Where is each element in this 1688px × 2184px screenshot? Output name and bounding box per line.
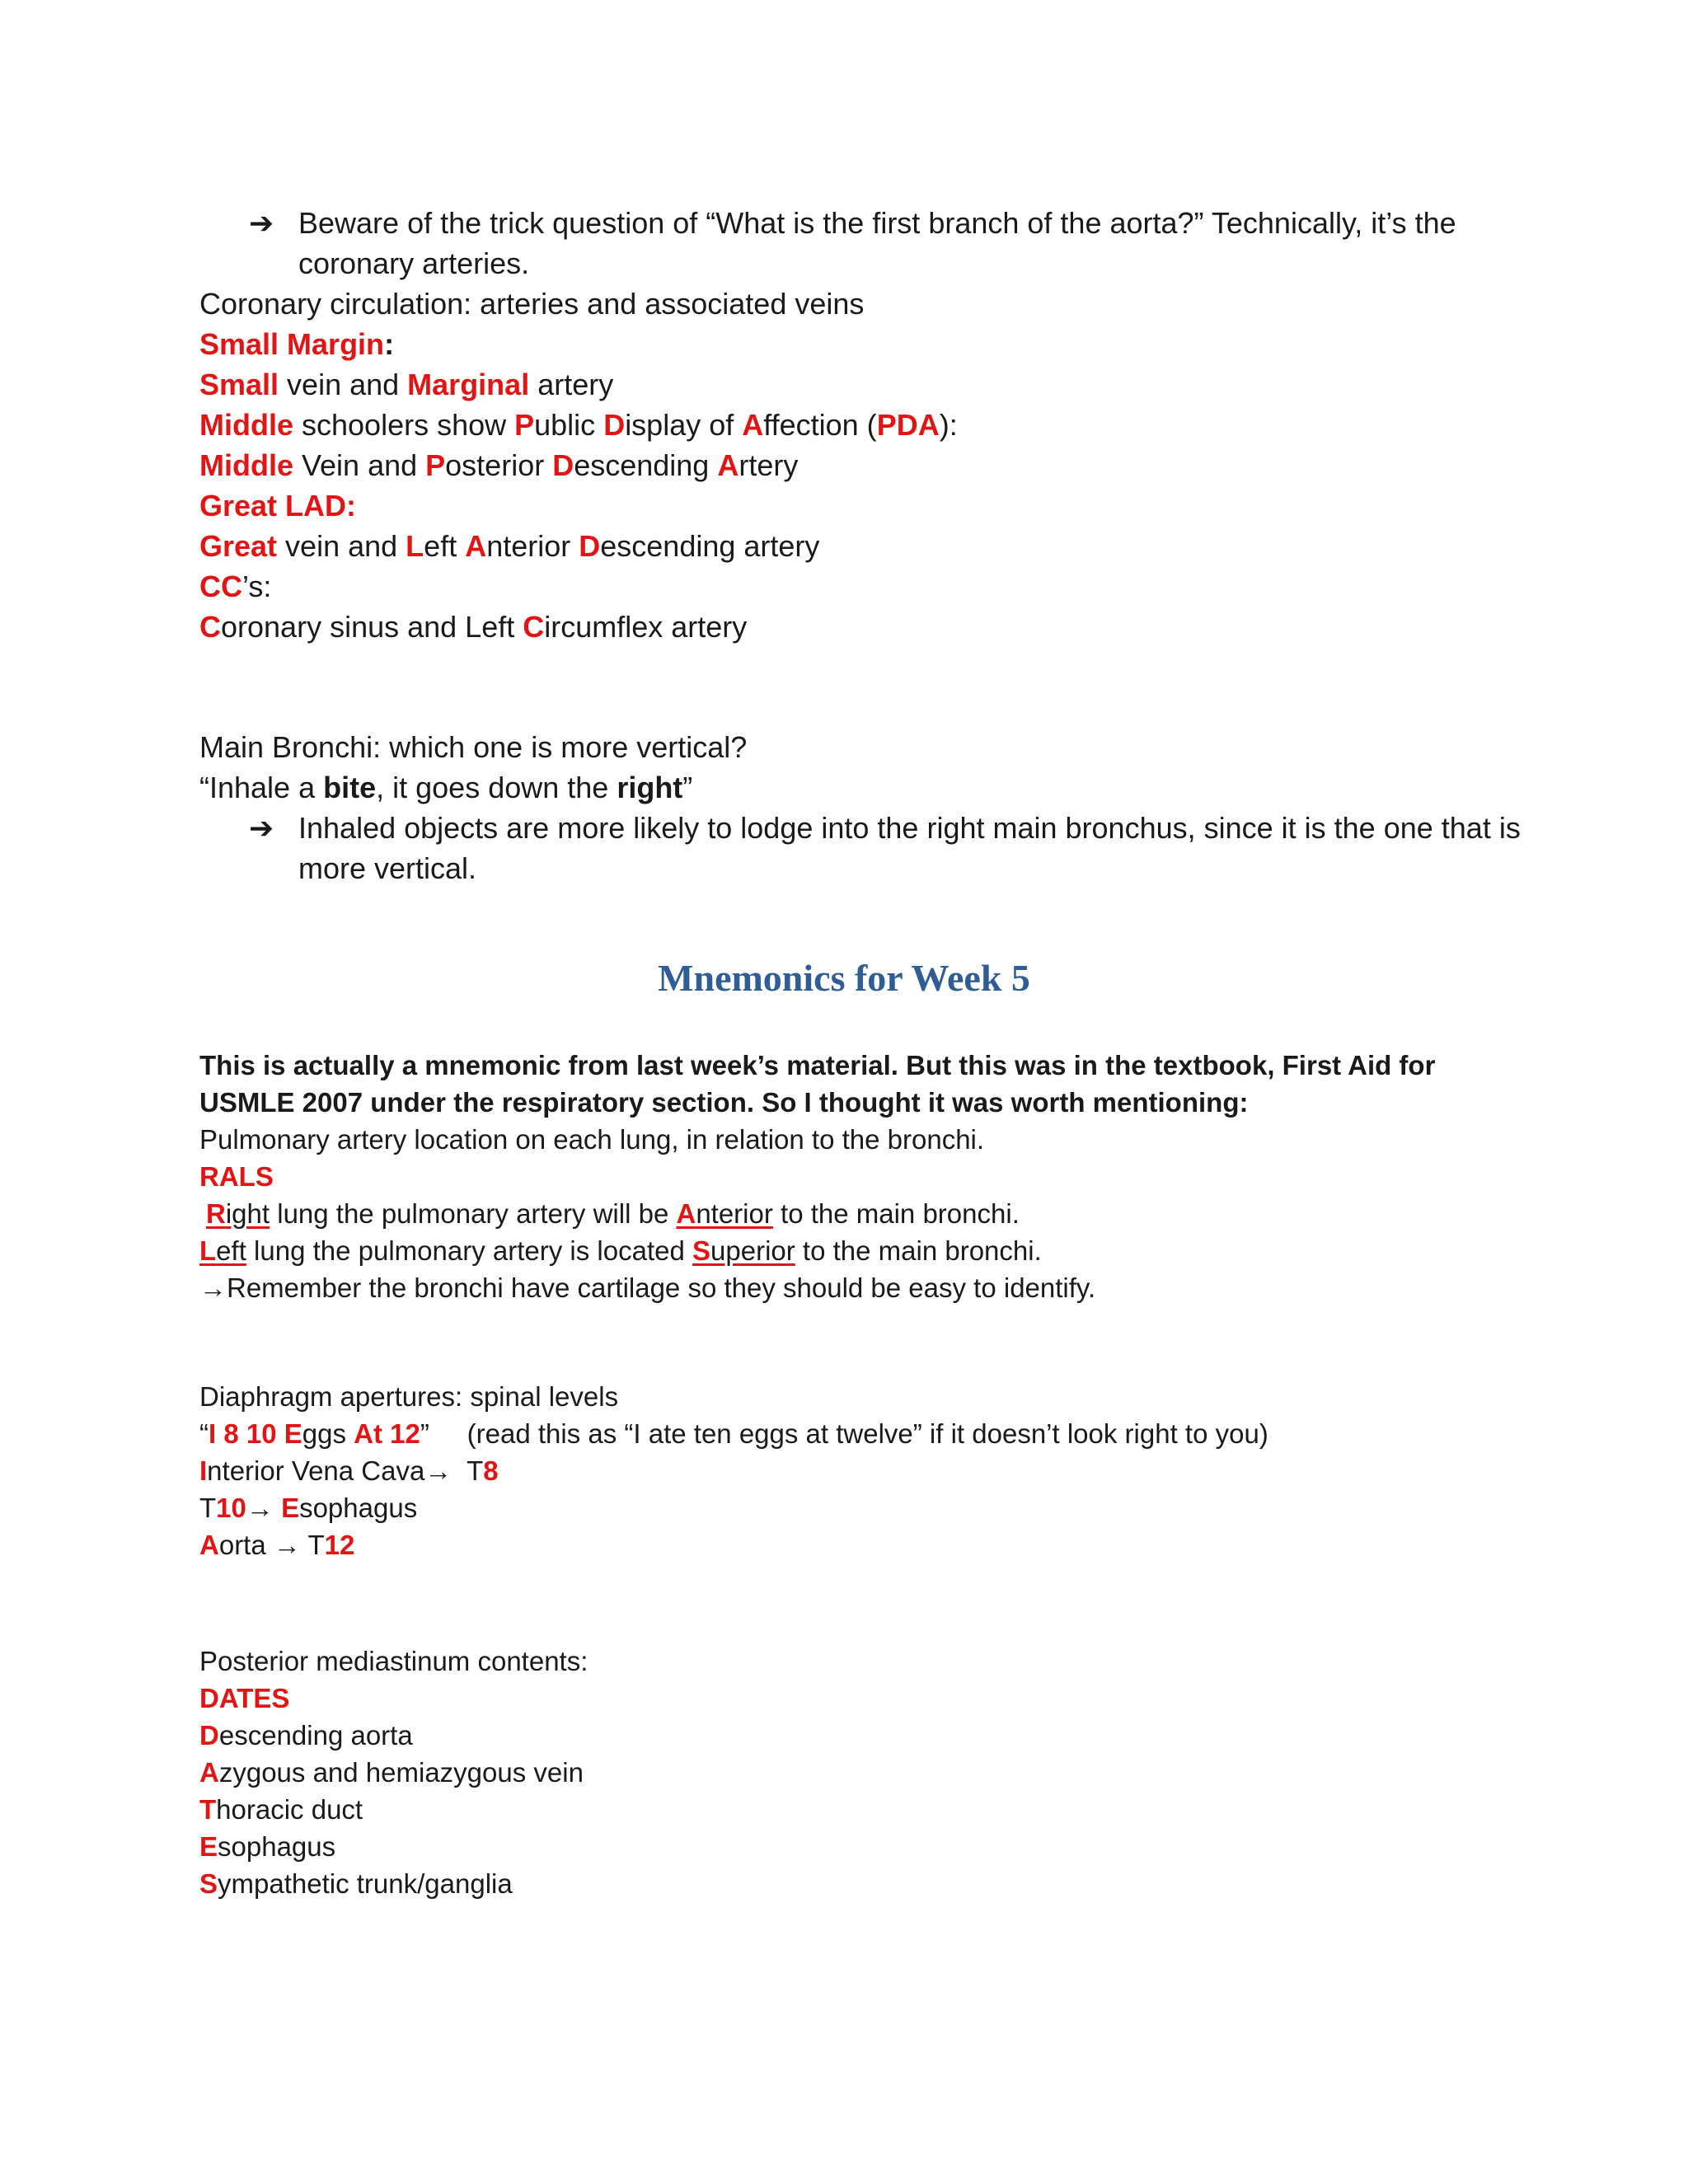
esophagus-level: T10→ Esophagus [199, 1493, 418, 1523]
ivc-level: Interior Vena Cava→ T8 [199, 1455, 499, 1486]
mnemonic-rals: RALS [199, 1161, 274, 1192]
bronchi-section [199, 727, 1521, 888]
right-arrow-icon: ➔ [249, 206, 274, 240]
list-item: Descending aorta [199, 1720, 413, 1750]
great-lad-expansion: Great vein and Left Anterior Descending artery [199, 529, 820, 563]
mnemonic-ccs: CC’s: [199, 569, 272, 603]
mediastinum-title: Posterior mediastinum contents: [199, 1646, 588, 1676]
mnemonic-small-margin: Small Margin: [199, 327, 395, 361]
ccs-expansion: Coronary sinus and Left Circumflex artery [199, 610, 748, 644]
aorta-branch-note: ➔ Beware of the trick question of “What is the first branch of the aorta?” Technically, it’s the coronary arteries. [199, 203, 1535, 284]
rals-left-line: Left lung the pulmonary artery is located Superior to the main bronchi. [199, 1235, 1042, 1266]
rals-description: Pulmonary artery location on each lung, in relation to the bronchi. [199, 1124, 985, 1155]
pda-expansion: Middle Vein and Posterior Descending Artery [199, 448, 799, 482]
aorta-level: Aorta → T12 [199, 1530, 355, 1560]
rals-note: →Remember the bronchi have cartilage so they should be easy to identify. [199, 1272, 1096, 1303]
coronary-section [199, 203, 1485, 647]
mediastinum-section [199, 1643, 1485, 1902]
right-arrow-icon: ➔ [249, 811, 274, 845]
mnemonic-great-lad: Great LAD: [199, 489, 357, 523]
bronchi-question: Main Bronchi: which one is more vertical? [199, 730, 748, 764]
mnemonic-pda: Middle schoolers show Public Display of Affection (PDA): [199, 408, 958, 442]
diaphragm-section [199, 1378, 1485, 1563]
rals-right-line: Right lung the pulmonary artery will be Anterior to the main bronchi. [206, 1198, 1020, 1229]
list-item: Esophagus [199, 1831, 336, 1862]
rals-section [199, 1047, 1485, 1306]
mnemonic-dates: DATES [199, 1683, 290, 1713]
diaphragm-mnemonic: “I 8 10 Eggs At 12” (read this as “I ate ten eggs at twelve” if it doesn’t look right to you) [199, 1418, 1268, 1449]
coronary-title: Coronary circulation: arteries and associated veins [199, 287, 865, 321]
diaphragm-title: Diaphragm apertures: spinal levels [199, 1381, 619, 1412]
bronchi-note: ➔ Inhaled objects are more likely to lodge into the right main bronchus, since it is the one that is more vertical. [199, 808, 1568, 888]
list-item: Thoracic duct [199, 1794, 363, 1825]
list-item: Sympathetic trunk/ganglia [199, 1868, 513, 1899]
bronchi-mnemonic: “Inhale a bite, it goes down the right” [199, 771, 693, 804]
small-margin-expansion: Small vein and Marginal artery [199, 368, 614, 401]
page-heading: Mnemonics for Week 5 [658, 957, 1030, 999]
list-item: Azygous and hemiazygous vein [199, 1757, 584, 1788]
rals-intro: This is actually a mnemonic from last week’s material. But this was in the textbook, First Aid for USMLE 2007 under the respiratory section. So I thought it was worth mentioning: [199, 1050, 1436, 1118]
